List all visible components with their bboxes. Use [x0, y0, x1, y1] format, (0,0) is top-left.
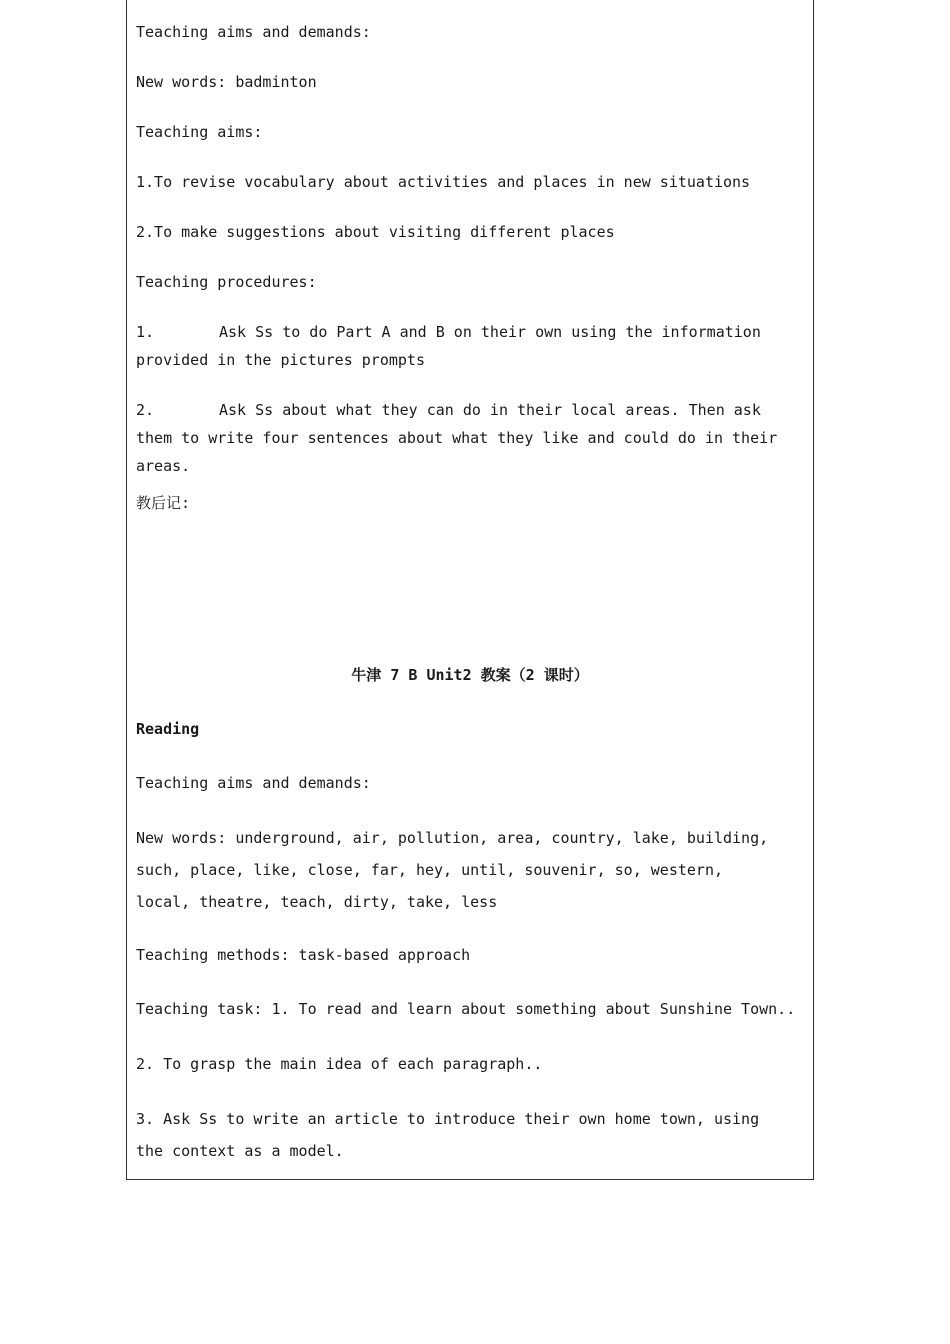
procedure-number-1: 1. [136, 323, 155, 341]
teaching-task-1: Teaching task: 1. To read and learn about something about Sunshine Town.. [136, 1000, 796, 1018]
procedure-text-1: Ask Ss to do Part A and B on their own using the information provided in the pictures prompts [136, 323, 761, 369]
lesson-heading: 牛津 7 B Unit2 教案（2 课时） [351, 666, 589, 684]
aim-item-1: 1.To revise vocabulary about activities and places in new situations [136, 173, 751, 191]
procedure-number-2: 2. [136, 401, 155, 419]
teaching-task-2: 2. To grasp the main idea of each paragraph.. [136, 1055, 543, 1073]
aims-label: Teaching aims: [136, 123, 263, 141]
aims-title-2: Teaching aims and demands: [136, 774, 371, 792]
procedures-label: Teaching procedures: [136, 273, 317, 291]
new-words: New words: badminton [136, 73, 317, 91]
section-subtitle: Reading [136, 720, 200, 738]
teaching-methods: Teaching methods: task-based approach [136, 946, 471, 964]
new-words-2: New words: underground, air, pollution, area, country, lake, building, such, place, like, close, far, hey, until, souvenir, so, western, local, theatre, teach, dirty, take, less [136, 829, 769, 911]
aim-item-2: 2.To make suggestions about visiting different places [136, 223, 615, 241]
aims-title: Teaching aims and demands: [136, 23, 371, 41]
procedure-item-1 [136, 318, 802, 374]
notes-label: 教后记: [136, 494, 191, 512]
procedure-item-2 [136, 396, 802, 480]
teaching-task-3: 3. Ask Ss to write an article to introduce their own home town, using the context as a model. [136, 1110, 760, 1160]
procedure-text-2: Ask Ss about what they can do in their local areas. Then ask them to write four sentences about what they like and could do in their areas. [136, 401, 778, 475]
